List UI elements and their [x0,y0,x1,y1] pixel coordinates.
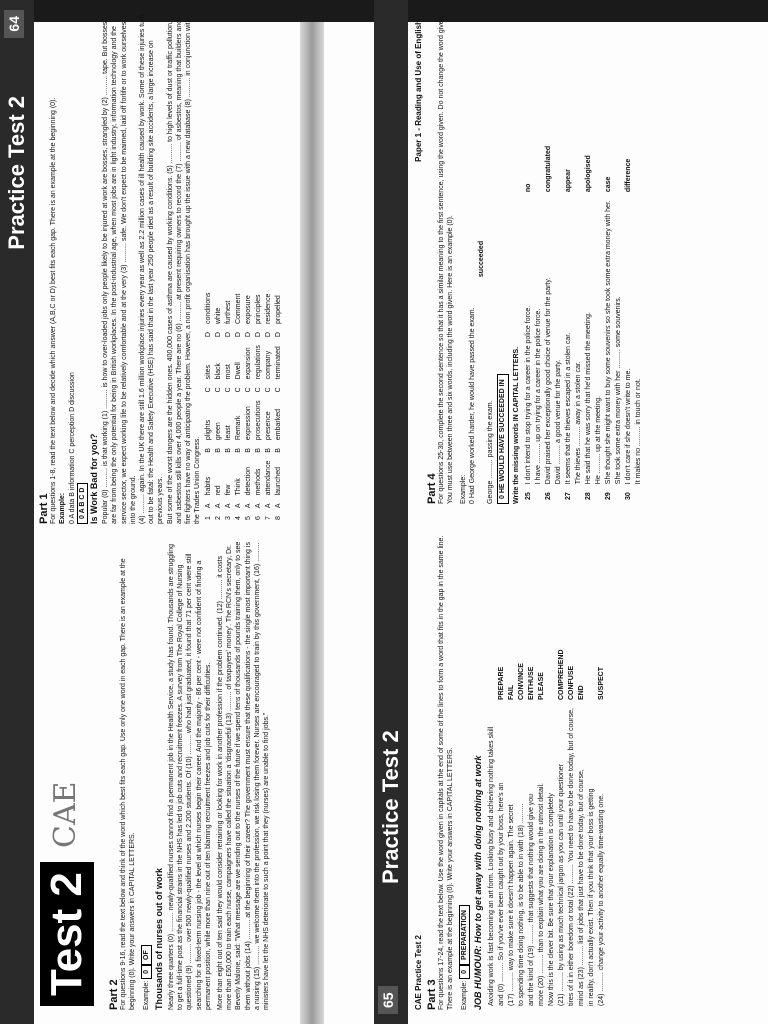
list-item: 27 It seems that the thieves escaped in a stolen car. appear [564,169,572,500]
list-item: 29 She thought she might want to buy some souvenirs so she took some extra money with her. case [604,176,612,500]
page-number: 64 [4,10,24,38]
list-item: and the kind of (19) .......... that suggests that nothing would give you ENTHUSE [528,666,536,1006]
part4-instructions: For questions 25-30, complete the second sentence so that it has a similar meaning to the first sentence, using the word given. Do not change the word given. You must use between three and six words, including the word given. Here is an example (0). [438,14,455,504]
test-label: Test 2 [40,862,94,1006]
part1-example: 0 A data B information C perception D discussion [68,372,76,524]
running-head [374,0,408,1024]
part1-title: Is Work Bad for you? [89,433,100,524]
part1-paragraph: But some of the worst dangers are the hidden ones. 400,000 cases of asthma are caused by working conditions. (5) .......... to high levels of dust or traffic pollution, and asbestos still kills over 4,000 people a year. There are no (6) .......... at present requiring owners to record the (7) .......... of asbestos, meaning that builders and fire fighters have no way of anticipating the problem. However, a non profit organisation has brought up the issue with a new database (8) .......... in conjunction with the Trades Union Congress. [166,18,202,524]
part1-example-label: Example: [59,492,67,524]
list-item: (21) .......... by using as much technical jargon as you can until your questioner COMPREHEND [558,649,566,1006]
part2-example-num: 0 [141,965,152,979]
list-item: 25 I don't intend to stop trying for a career in the police force. no [524,183,532,500]
part3 [428,520,607,1010]
part3-instructions: For questions 17-24, read the text below. Use the word given in capitals at the end of some of the lines to form a word that fits in the gap in the same line. There is an example at the beginning (0). Write your answers in CAPITAL LETTERS. [438,535,455,1010]
part1-paragraph: Popular (0) .......... is that working (1) .......... is how to over-loaded jobs only people likely to be injured at work are bosses, strangled by (2) .......... tape. But bosses are far from being the only potential for being in British workplaces. In the post-industrial age, when most jobs are in light industry, information technology and the service sector, we expect working life to be relatively comfortable and at the very (3) .......... safe. We don't expect to be maimed, laid off forlife or to work ourselves into the ground. [102,21,137,524]
table-row: 3 A few B least C most D furthest [225,300,233,520]
header-left: CAE Practice Test 2 [414,935,423,1010]
table-row: 1 A habits B plights C sites D conditions [205,292,213,520]
list-item: (24) .......... change your activity to another equally time-wasting one. SUSPECT [598,666,606,1006]
table-row: 6 A methods B prosecutions C regulations D principles [255,294,263,520]
page-65 [374,0,742,1024]
part4-example-box: 0 HE WOULD HAVE SUCCEEDED IN [497,374,508,504]
part3-example-answer: PREPARATION [459,905,470,965]
list-item: 26 David praised her exceptionally good choice of venue for the party. congratulated [544,145,552,500]
table-row: 4 A Think B Remark C Dwell D Comment [235,293,243,520]
part3-example-num: 0 [459,965,470,979]
list-item: The thieves .......... away in a stolen car. [574,361,582,485]
running-head-title: Practice Test 2 [378,730,403,884]
part2-paragraph: More than eight out of ten said they would consider retraining or looking for work in another profession if the problem continued. (12) .......... it costs more than £50,000 to train each nurse, campaigners have called the situation a 'disgraceful (13) .......... of taxpayers' money'. The RCN's secretary, Dr. Beverly Malone, said: "What message are we sending out to the nurses of the future if we spend tens of thousands of pounds training them, only to see them without jobs (14) .......... at the beginning of their career? The government must ensure that these qualifications - the single most important thing is a nursing (15) .......... we welcome them into the profession, we risk losing them forever. Nurses are encouraged to train by this government, (16) .......... ministers have let the NHS deteriorate to such a point that they (nurses) are unable to find jobs." [217,541,271,1010]
part2-title: Thousands of nurses out of work [153,867,164,1010]
table-row: 2 A red B green C black D white [215,307,223,520]
part2-example-answer: OF [141,945,152,965]
page-number: 65 [378,986,398,1014]
list-item: to spending time doing nothing, is to be able to in with (18) .......... CONVINCE [518,663,526,1006]
running-head-title: Practice Test 2 [4,96,29,250]
part3-lines [487,645,607,1010]
part1-answer-box: 0 A B C D [77,483,88,524]
header-right: Paper 1 - Reading and Use of English [414,20,423,162]
list-item: mind as (23) .......... list of jobs that just have to be done today, but of course, END [578,685,586,1006]
part4-example-line: 0 Had George worked harder, he would have passed the exam. [468,307,476,504]
part1 [40,14,284,524]
list-item: tires of it in either boredom or total (22) .......... You need to have to be done today, but of course, CONFUSE [568,665,576,1006]
part3-title: JOB HUMOUR: How to get away with doing nothing at work [472,755,483,1010]
table-row: 8 A launched B embarked C terminated D propelled [275,295,283,520]
list-item: He .......... up at the meeting. [594,395,602,485]
part1-instructions: For questions 1-8, read the text below and decide which answer (A,B,C or D) best fits each gap. There is an example at the beginning (0). [50,97,58,524]
part4-write-note: Write the missing words IN CAPITAL LETTERS. [512,346,520,504]
list-item: 28 He said that he was sorry that he'd missed the meeting. apologised [584,155,592,500]
part3-example-label: Example: [460,980,468,1010]
page-64 [0,0,368,1024]
part1-options [204,288,284,524]
part3-heading: Part 3 [426,979,438,1010]
list-item: (17) .......... way to make sure it doesn't happen again. The secret FAIL [508,684,516,1006]
part2-instructions: For questions 9-16, read the text below and think of the word which best fits each gap. Use only one word in each gap. There is an example at the beginning (0). Write your answers in CAPITAL LETTERS. [120,558,137,1010]
handwritten-note: CAE [48,781,83,848]
list-item: It makes no .......... in touch or not. [634,378,642,485]
part2-example-label: Example: [142,980,150,1010]
table-row: 7 A attendance B presence C company D residence [265,293,273,520]
part2-heading: Part 2 [108,979,120,1010]
part4-example-line: George .......... passing the exam. [487,400,495,504]
running-head [0,0,34,1024]
part2-paragraph: Nearly three quarters (0) .......... newly-qualified nurses cannot find a permanent job in the Health Service, a study has found. Thousands are struggling to get a full-time post as the financial strains in the NHS has led to job cuts and recruitment freezes. A survey from The Royal College of Nursing questioned (9) .......... over 500 newly-qualified nurses and 2,200 students. Of (10) .......... who had just graduated, it found that 71 per cent were still searching for a fixed-term nursing job - the level at which nurses begin their career. And the majority - 86 per cent - were not confident of finding a permanent position, while more than nine out of ten blaming recruitment freezes and job cuts for their difficulties. [168,543,212,1010]
list-item: Now this is the clever bit. Be sure that your explanation is completely [548,793,556,1006]
part1-heading: Part 1 [38,493,50,524]
part1-paragraph: (4) .......... again. In the UK there are still 1.6 million workplace injuries every year as well as 2.2 million cases of ill health caused by work. Some of these injuries turn out to be fatal: the Health and Safety Executive (HSE) has said that in the last year 250 people died as a result of building site accidents, a large increase on previous years. [139,14,165,524]
part4 [428,14,644,504]
table-row: 5 A detection B expression C expansion D exposure [245,295,253,520]
list-item: in reality, don't actually exist. Then if you think that your boss is getting [588,788,596,1006]
list-item: more (20) .......... than to explain what you are doing in the utmost detail. PLEASE [538,672,546,1006]
part4-example-keyword: succeeded [478,240,486,278]
part4-items [524,142,644,504]
part4-heading: Part 4 [426,473,438,504]
list-item: David .......... a good venue for the party. [554,359,562,485]
list-item: and (0) .......... So if you've ever been caught out by your boss, here's an PREPARE [498,666,506,1006]
list-item: 30 I don't care if she doesn't write to me. difference [624,158,632,500]
part2 [110,540,271,1010]
list-item: I have .......... up on trying for a career in the police force. [534,308,542,485]
list-item: She took some extra money with her .......... some souvenirs. [614,296,622,485]
part4-example-label: Example: [459,474,467,504]
list-item: Avoiding work is fast becoming an art form. Looking busy and achieving nothing takes skill [488,726,496,1006]
